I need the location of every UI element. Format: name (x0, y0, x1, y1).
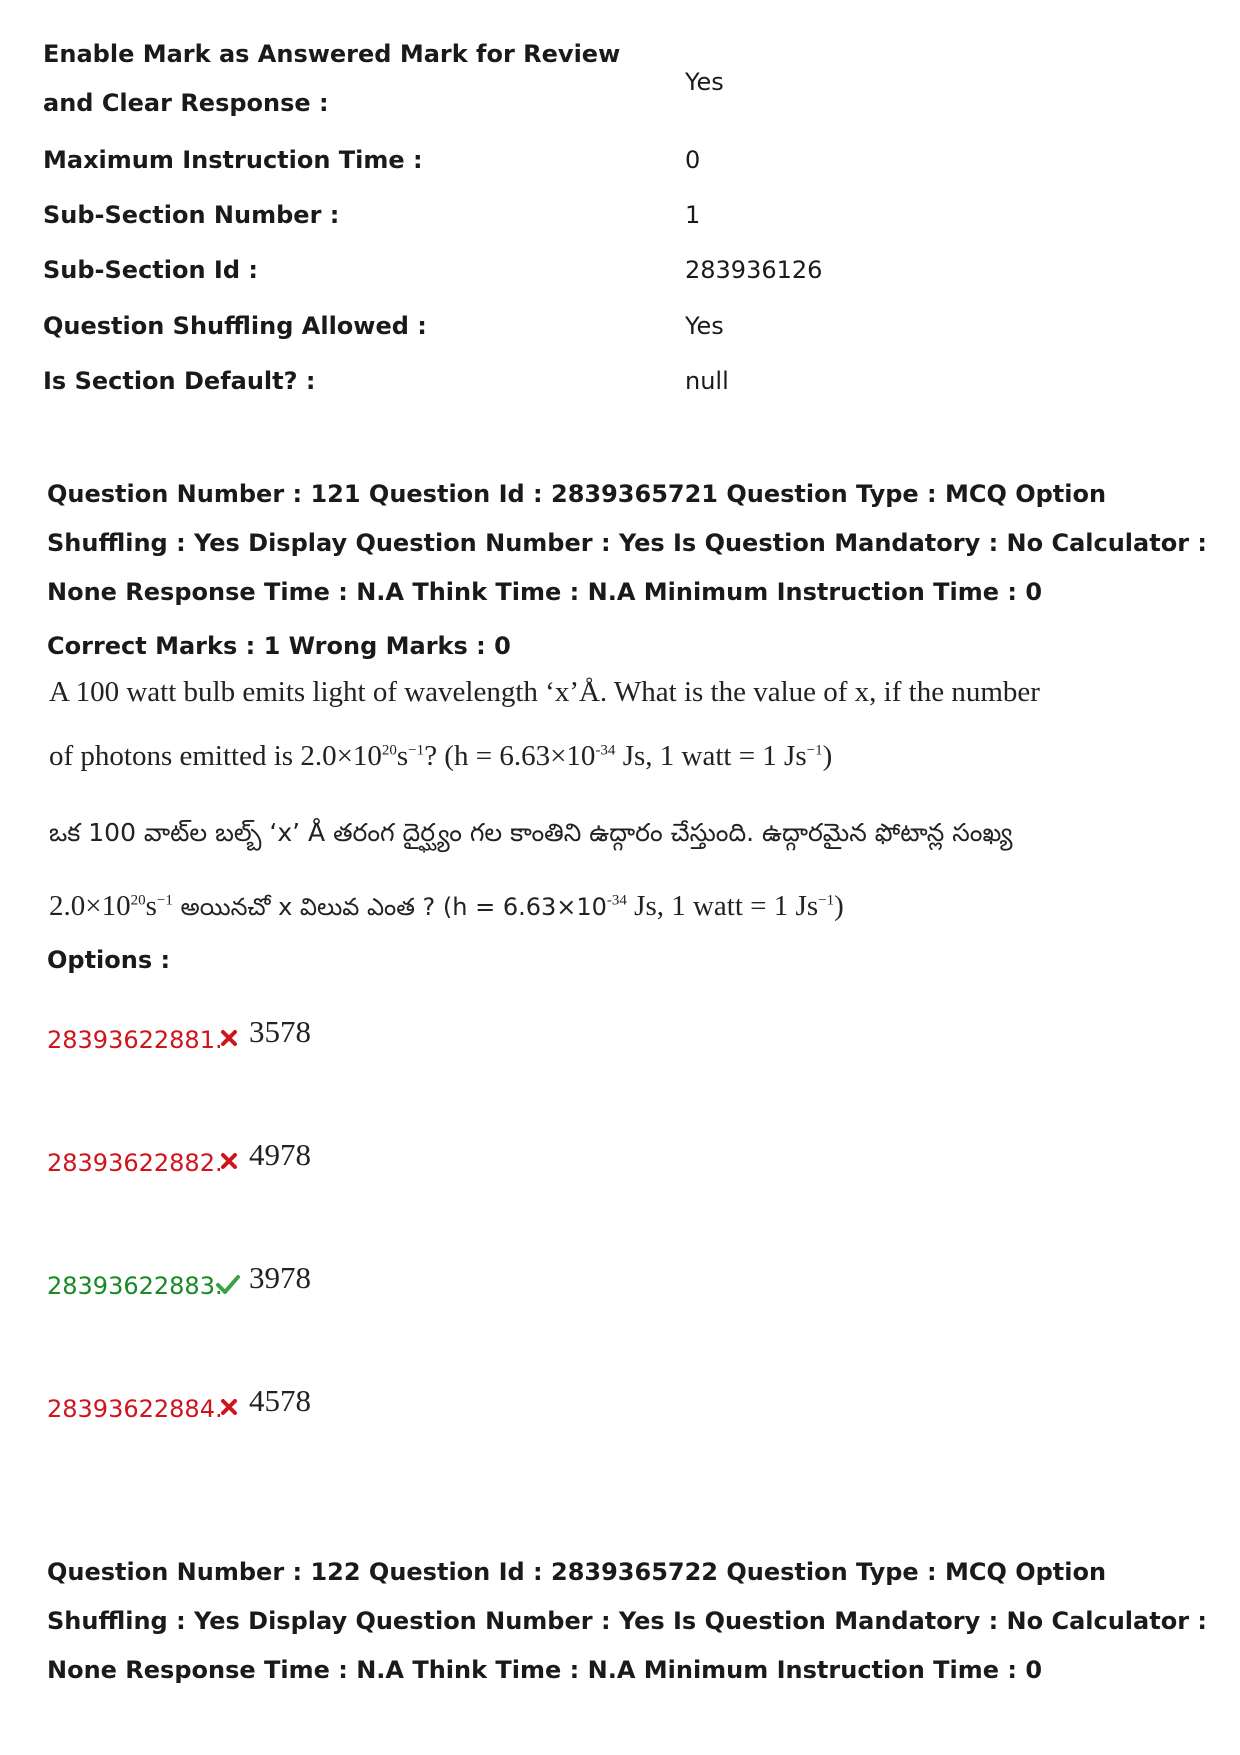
meta-label: Maximum Instruction Time : (43, 146, 423, 174)
option-id: 28393622884. (47, 1395, 223, 1423)
option-id: 28393622881. (47, 1026, 223, 1054)
meta-value: 0 (685, 146, 701, 174)
meta-value: null (685, 367, 729, 395)
question-text-english-line2: of photons emitted is $2.0\times 10^{20}s^{-1}$? ($h = 6.63\times 10^{-34}$ Js, 1 watt = 1 $Js^{-1}$) (49, 740, 833, 772)
question-header: Question Number : 122 Question Id : 2839365722 Question Type : MCQ Option Shuffling : Yes Display Question Number : Yes Is Question Mandatory : No Calculator : None Response Time : N.A Think Time : N.A Minimum Instruction Time : 0 (47, 1558, 1207, 1684)
option-id: 28393622883. (47, 1272, 223, 1300)
meta-value: Yes (685, 312, 724, 340)
question-text-english-line1: A 100 watt bulb emits light of wavelength ‘x’Å. What is the value of x, if the number (49, 676, 1040, 708)
meta-label: Question Shuffling Allowed : (43, 312, 427, 340)
question-marks: Correct Marks : 1 Wrong Marks : 0 (47, 632, 511, 660)
meta-label: Is Section Default? : (43, 367, 316, 395)
question-text-telugu-line2: $2.0\times 10^{20}s^{-1}$ అయినచో x విలువ ఎంత ? ($h = 6.63\times 10^{-34}$ Js, 1 watt = 1 $Js^{-1}$) (49, 890, 844, 922)
meta-label: Sub-Section Number : (43, 201, 340, 229)
option-value: 4978 (249, 1137, 311, 1172)
check-icon (215, 1272, 241, 1296)
meta-value: Yes (685, 68, 724, 96)
meta-label: Sub-Section Id : (43, 256, 258, 284)
option-value: 3578 (249, 1014, 311, 1049)
cross-icon (217, 1026, 241, 1050)
option-value: 4578 (249, 1383, 311, 1418)
cross-icon (217, 1395, 241, 1419)
option-value: 3978 (249, 1260, 311, 1295)
cross-icon (217, 1149, 241, 1173)
meta-label: Enable Mark as Answered Mark for Review and Clear Response : (43, 40, 621, 117)
meta-value: 1 (685, 201, 701, 229)
options-label: Options : (47, 946, 171, 974)
option-id: 28393622882. (47, 1149, 223, 1177)
question-header: Question Number : 121 Question Id : 2839365721 Question Type : MCQ Option Shuffling : Yes Display Question Number : Yes Is Question Mandatory : No Calculator : None Response Time : N.A Think Time : N.A Minimum Instruction Time : 0 (47, 480, 1207, 606)
meta-value: 283936126 (685, 256, 823, 284)
meta-row-enable-mark (43, 30, 1193, 130)
question-text-telugu-line1: ఒక 100 వాట్‌ల బల్బ్ ‘x’ Å తరంగ దైర్ఘ్యం గల కాంతిని ఉద్గారం చేస్తుంది. ఉద్గారమైన ఫోటాన్ల సంఖ్య (49, 818, 1013, 847)
